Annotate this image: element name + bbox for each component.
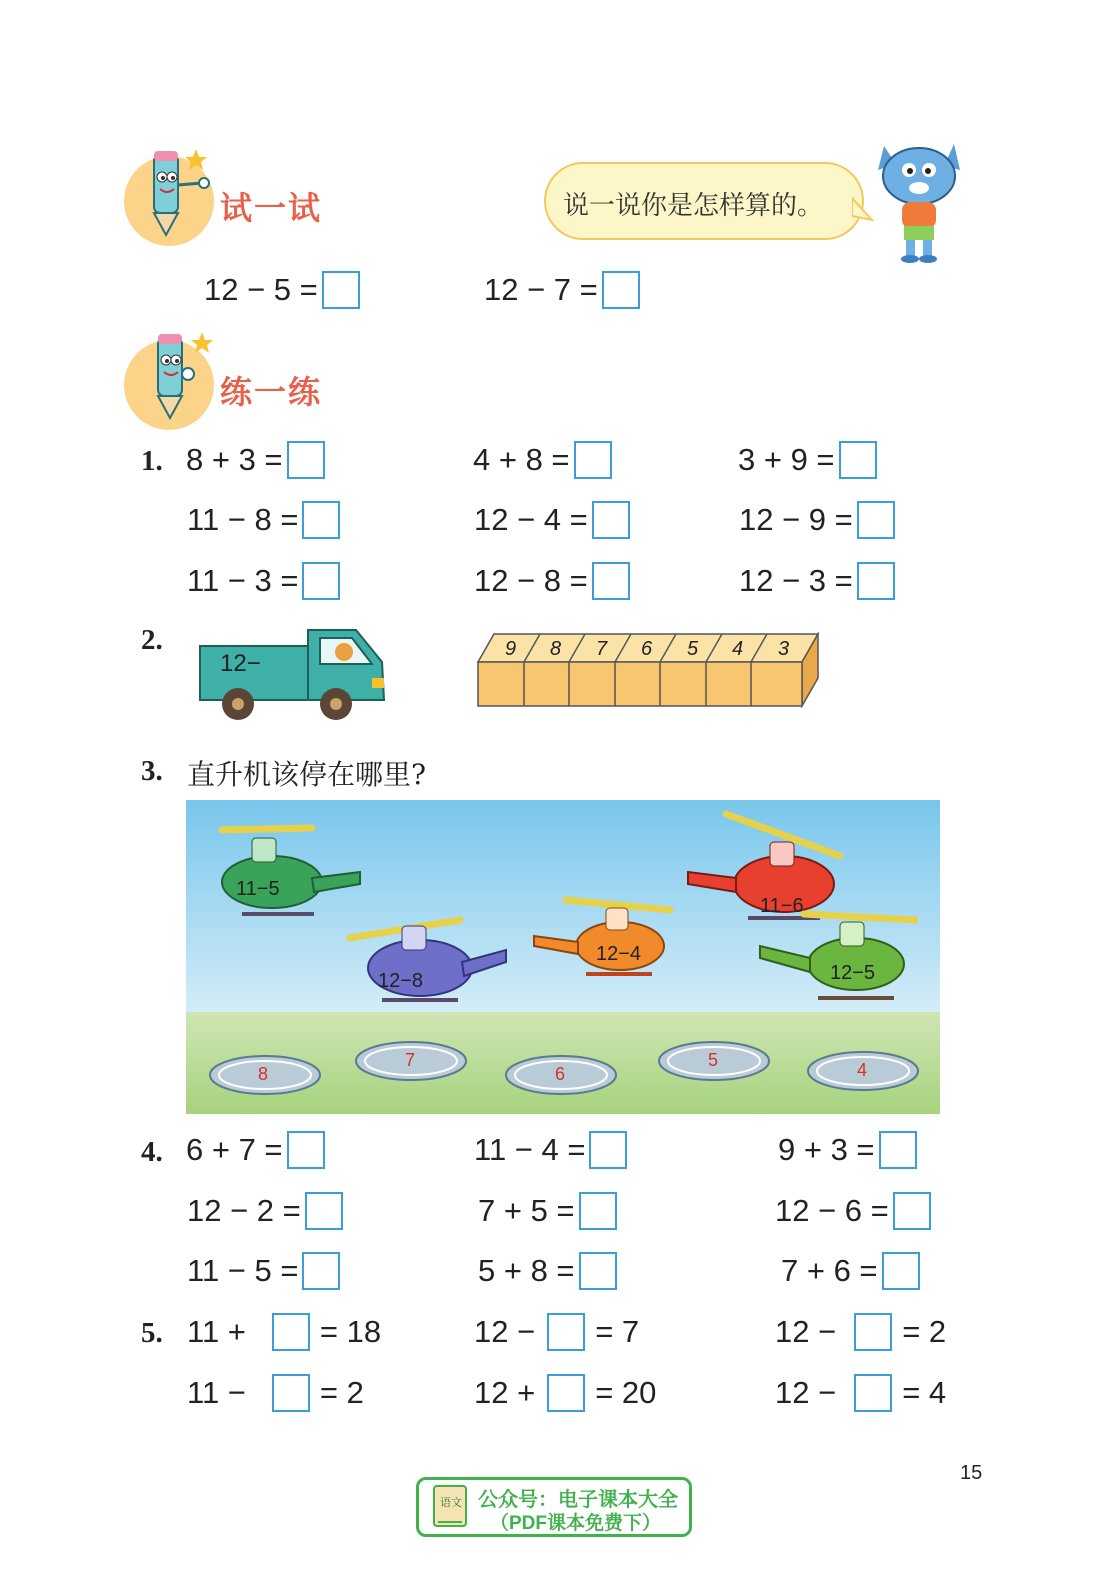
equation-text: 9 + 3 =	[778, 1132, 875, 1167]
book-icon-text: 语文	[440, 1497, 462, 1509]
equation-text: 11 − 8 =	[187, 502, 299, 537]
equation-text-post: = 7	[595, 1314, 640, 1349]
cargo-number: 4	[732, 638, 744, 660]
equation-text: 11 − 4 =	[474, 1132, 586, 1167]
footer-line-1: 公众号：电子课本大全	[478, 1489, 678, 1511]
answer-box[interactable]	[302, 501, 340, 539]
equation-text: 12 − 2 =	[187, 1193, 301, 1228]
q4-equation	[778, 1130, 921, 1170]
q1-equation	[473, 440, 616, 480]
helicopter-label: 11−6	[760, 895, 804, 917]
q4-equation	[478, 1251, 621, 1291]
q5-equation	[187, 1373, 364, 1413]
equation-text-post: = 2	[902, 1314, 947, 1349]
cargo-number: 5	[687, 638, 699, 660]
equation-text-pre: 11 −	[187, 1375, 246, 1410]
answer-box[interactable]	[893, 1192, 931, 1230]
answer-box[interactable]	[579, 1252, 617, 1290]
q4-equation	[474, 1130, 631, 1170]
helipad-number: 8	[258, 1064, 269, 1084]
cargo-number: 7	[596, 638, 608, 660]
q1-equation	[739, 500, 899, 540]
equation-text-post: = 4	[902, 1375, 947, 1410]
answer-box[interactable]	[579, 1192, 617, 1230]
equation-text-post: = 2	[319, 1375, 364, 1410]
q1-equation	[187, 561, 344, 601]
equation-text: 12 − 6 =	[775, 1193, 889, 1228]
equation-text: 12 − 9 =	[739, 502, 853, 537]
equation-text: 6 + 7 =	[186, 1132, 283, 1167]
equation-text: 12 − 7 =	[484, 272, 598, 307]
cargo-number: 3	[778, 638, 790, 660]
answer-box[interactable]	[882, 1252, 920, 1290]
q4-equation	[781, 1251, 924, 1291]
q5-equation	[187, 1312, 381, 1352]
question-3-text: 直升机该停在哪里?	[187, 758, 427, 791]
helicopter-label: 12−4	[596, 943, 642, 965]
helipad-number: 5	[708, 1050, 719, 1070]
helipad-number: 4	[857, 1060, 868, 1080]
helicopter-label: 12−5	[830, 962, 876, 984]
answer-box[interactable]	[839, 441, 877, 479]
q1-equation	[186, 440, 329, 480]
equation-text: 12 − 4 =	[474, 502, 588, 537]
try-equation-2	[484, 270, 644, 310]
bubble-tail-icon	[852, 196, 874, 226]
equation-text-pre: 12 −	[775, 1314, 837, 1349]
equation-text-post: = 18	[319, 1314, 382, 1349]
q1-equation	[738, 440, 881, 480]
q1-equation	[187, 500, 344, 540]
truck-label: 12−	[220, 650, 261, 677]
answer-box[interactable]	[305, 1192, 343, 1230]
answer-box[interactable]	[547, 1374, 585, 1412]
equation-text: 7 + 5 =	[478, 1193, 575, 1228]
q4-equation	[775, 1191, 935, 1231]
cargo-number: 9	[505, 638, 517, 660]
q4-equation	[186, 1130, 329, 1170]
answer-box[interactable]	[589, 1131, 627, 1169]
equation-text: 12 − 5 =	[204, 272, 318, 307]
helicopter-5	[748, 900, 918, 1005]
helicopter-label: 12−8	[378, 970, 424, 992]
pencil-mascot-icon	[140, 328, 220, 423]
helicopter-label: 11−5	[236, 878, 280, 900]
equation-text: 4 + 8 =	[473, 442, 570, 477]
speech-bubble-text: 说一说你是怎样算的。	[563, 191, 824, 221]
answer-box[interactable]	[272, 1313, 310, 1351]
answer-box[interactable]	[879, 1131, 917, 1169]
answer-box[interactable]	[302, 562, 340, 600]
equation-text: 3 + 9 =	[738, 442, 835, 477]
q5-equation	[474, 1312, 639, 1352]
answer-box[interactable]	[854, 1313, 892, 1351]
equation-text: 5 + 8 =	[478, 1253, 575, 1288]
equation-text-pre: 12 −	[474, 1314, 536, 1349]
pencil-mascot-icon	[140, 145, 220, 240]
question-number-5: 5.	[141, 1317, 163, 1349]
question-number-2: 2.	[141, 624, 163, 656]
answer-box[interactable]	[854, 1374, 892, 1412]
question-number-4: 4.	[141, 1136, 163, 1168]
answer-box[interactable]	[857, 562, 895, 600]
page-number: 15	[960, 1462, 983, 1484]
footer-line-2: （PDF课本免费下）	[490, 1513, 662, 1534]
q5-equation	[775, 1312, 946, 1352]
practice-section-title: 练一练	[220, 374, 323, 410]
question-number-1: 1.	[141, 445, 163, 477]
q1-equation	[739, 561, 899, 601]
answer-box[interactable]	[302, 1252, 340, 1290]
answer-box[interactable]	[287, 441, 325, 479]
helicopter-2	[340, 890, 510, 1005]
cat-mascot-icon	[874, 136, 964, 264]
answer-box[interactable]	[272, 1374, 310, 1412]
helipad-number: 7	[405, 1050, 416, 1070]
equation-text-pre: 11 +	[187, 1314, 246, 1349]
helipad-number: 6	[555, 1064, 566, 1084]
answer-box[interactable]	[322, 271, 360, 309]
answer-box[interactable]	[592, 501, 630, 539]
try-section-title: 试一试	[220, 190, 323, 226]
try-equation-1	[204, 270, 364, 310]
equation-text-post: = 20	[595, 1375, 657, 1410]
q4-equation	[478, 1191, 621, 1231]
answer-box[interactable]	[592, 562, 630, 600]
equation-text: 11 − 5 =	[187, 1253, 299, 1288]
q5-equation	[775, 1373, 946, 1413]
q1-equation	[474, 561, 634, 601]
equation-text: 12 − 3 =	[739, 563, 853, 598]
equation-text-pre: 12 −	[775, 1375, 837, 1410]
q1-equation	[474, 500, 634, 540]
cargo-number: 8	[550, 638, 562, 660]
answer-box[interactable]	[602, 271, 640, 309]
question-number-3: 3.	[141, 755, 163, 787]
answer-box[interactable]	[287, 1131, 325, 1169]
q5-equation	[474, 1373, 656, 1413]
q4-equation	[187, 1191, 347, 1231]
equation-text: 11 − 3 =	[187, 563, 299, 598]
equation-text: 8 + 3 =	[186, 442, 283, 477]
answer-box[interactable]	[857, 501, 895, 539]
equation-text: 12 − 8 =	[474, 563, 588, 598]
answer-box[interactable]	[547, 1313, 585, 1351]
cargo-number: 6	[641, 638, 653, 660]
equation-text-pre: 12 +	[474, 1375, 536, 1410]
equation-text: 7 + 6 =	[781, 1253, 878, 1288]
answer-box[interactable]	[574, 441, 612, 479]
q4-equation	[187, 1251, 344, 1291]
